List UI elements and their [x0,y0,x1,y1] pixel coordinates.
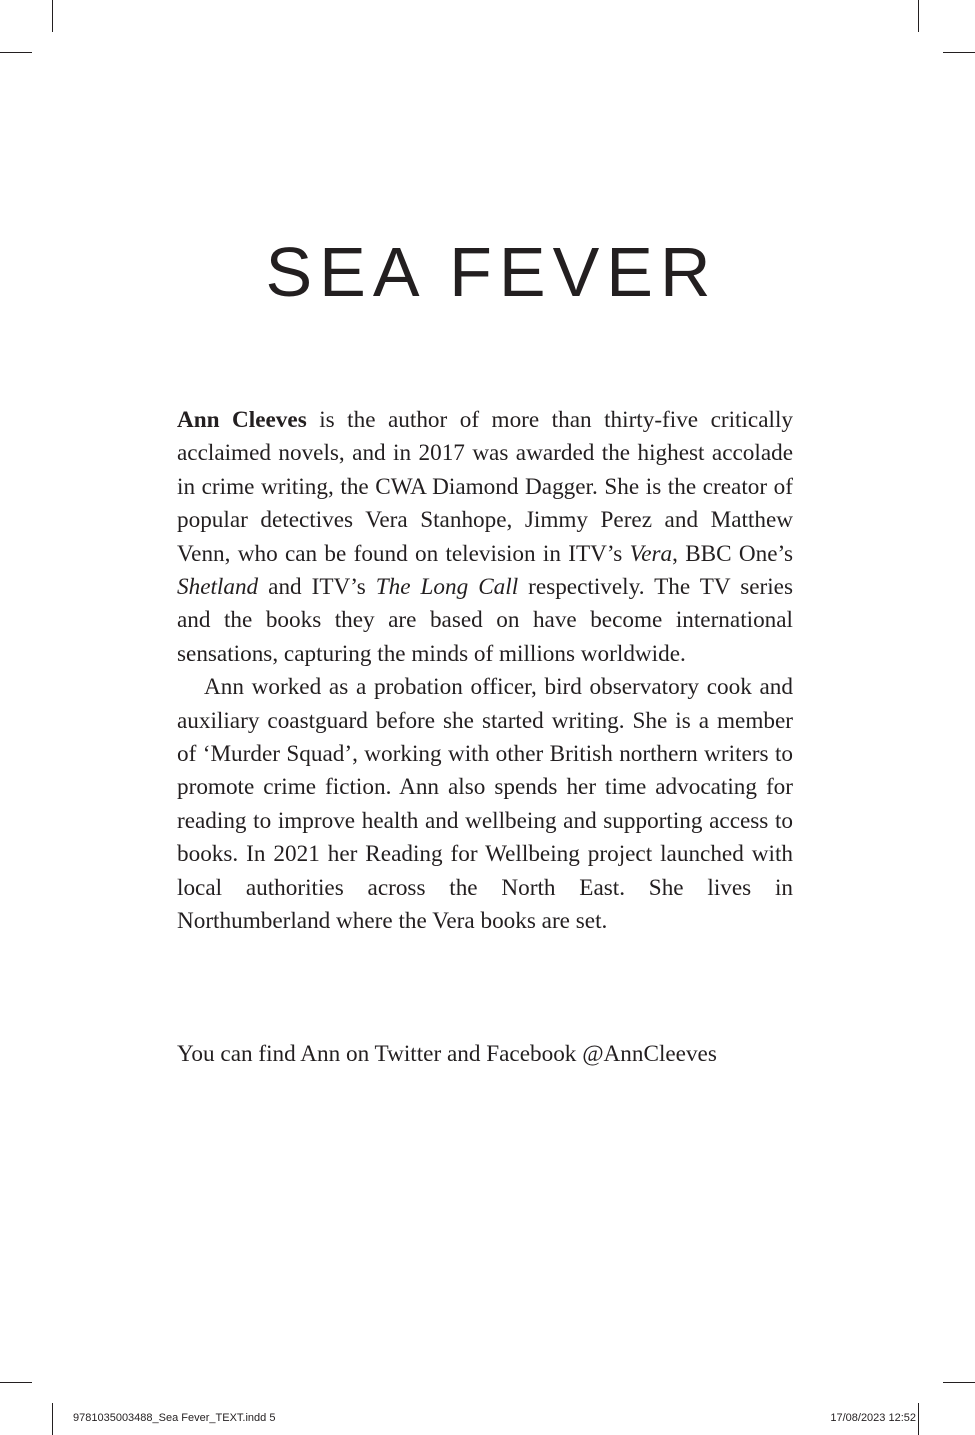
crop-mark-right-bottom [943,1382,975,1383]
crop-mark-left-top [0,52,32,53]
crop-mark-top-right [918,0,919,32]
bio-text: respectively. The TV series and the books they are based on have become international sensations, capturing the minds of millions worldwide. [177,574,793,667]
book-title: SEA FEVER [265,233,718,311]
crop-mark-bottom-left [52,1403,53,1435]
bio-paragraph-2: Ann worked as a probation officer, bird observatory cook and auxiliary coastguard before she started writing. She is a member of ‘Murder Squad’, working with other British northern writers to promote crime fiction. Ann also spends her time advocating for reading to improve health and wellbeing and supporting access to books. In 2021 her Reading for Wellbeing project launched with local authorities across the North East. She lives in Northumberland where the Vera books are set. [177,674,793,935]
crop-mark-top-left [52,0,53,32]
slug-filename: 9781035003488_Sea Fever_TEXT.indd 5 [73,1412,276,1424]
crop-mark-bottom-right [918,1403,919,1435]
show-title: Vera [629,540,673,567]
author-name: Ann Cleeves [177,407,307,433]
bio-text: and ITV’s [258,574,376,601]
show-title: The Long Call [375,574,519,601]
bio-text: , BBC One’s [672,540,793,567]
author-bio [177,404,793,939]
crop-mark-left-bottom [0,1382,32,1383]
slug-datetime: 17/08/2023 12:52 [830,1412,916,1424]
social-contact: You can find Ann on Twitter and Facebook @AnnCleeves [177,1041,717,1067]
bio-text: is the author of more than thirty-five critically acclaimed novels, and in 2017 was awarded the highest accolade in crime writing, the CWA Diamond Dagger. She is the creator of popular detectives Vera Stanhope, Jimmy Perez and Matthew Venn, who can be found on television in ITV’s [177,407,793,567]
show-title: Shetland [177,574,259,601]
bio-paragraph-1 [177,404,793,671]
crop-mark-right-top [943,52,975,53]
